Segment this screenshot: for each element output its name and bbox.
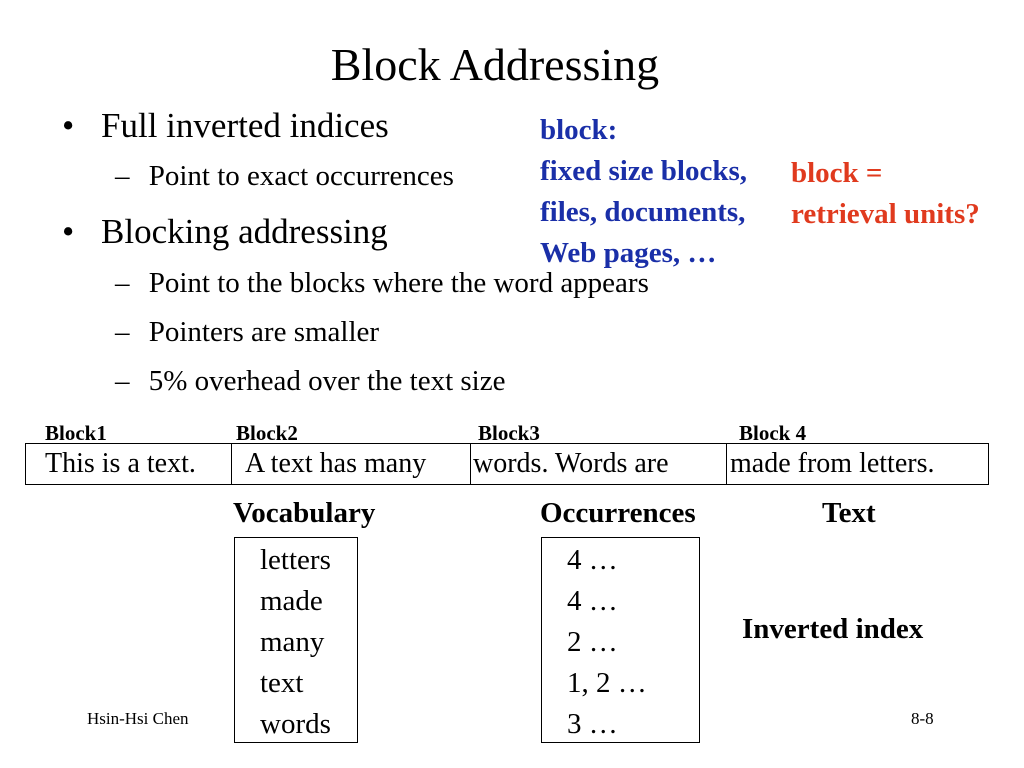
annotation-retrieval-units: retrieval units?	[791, 198, 980, 230]
dash-marker: –	[115, 160, 130, 192]
occurrence-item: 2 …	[567, 626, 618, 658]
bullet-marker: •	[62, 212, 75, 251]
subbullet-label: Pointers are smaller	[148, 316, 380, 348]
occurrences-box	[541, 537, 700, 743]
annotation-files-documents: files, documents,	[540, 196, 746, 228]
block-cell-2: A text has many	[231, 444, 470, 484]
dash-marker: –	[115, 365, 130, 397]
dash-marker: –	[115, 316, 130, 348]
vocabulary-item: words	[260, 708, 331, 740]
block-cell-3: words. Words are	[470, 444, 726, 484]
occurrence-item: 3 …	[567, 708, 618, 740]
occurrence-item: 1, 2 …	[567, 667, 647, 699]
bullet-label: Blocking addressing	[101, 212, 388, 251]
subbullet-label: Point to the blocks where the word appears	[148, 267, 649, 299]
vocabulary-heading: Vocabulary	[233, 497, 376, 529]
text-blocks-row	[25, 443, 989, 485]
vocabulary-item: text	[260, 667, 304, 699]
block-cell-4: made from letters.	[726, 444, 988, 484]
annotation-web-pages: Web pages, …	[540, 237, 717, 269]
block-label-2: Block2	[236, 421, 298, 445]
slide-title: Block Addressing	[330, 39, 660, 90]
vocabulary-item: letters	[260, 544, 331, 576]
dash-marker: –	[115, 267, 130, 299]
inverted-index-label: Inverted index	[742, 613, 924, 645]
footer-page-number: 8-8	[911, 709, 934, 728]
block-label-3: Block3	[478, 421, 540, 445]
subbullet-exact-occurrences	[115, 160, 454, 193]
subbullet-overhead	[115, 365, 505, 398]
bullet-marker: •	[62, 106, 75, 145]
occurrences-heading: Occurrences	[540, 497, 696, 529]
block-label-4: Block 4	[739, 421, 807, 445]
bullet-full-inverted	[62, 106, 389, 146]
annotation-fixed-size-blocks: fixed size blocks,	[540, 155, 748, 187]
subbullet-pointers-smaller	[115, 316, 379, 349]
bullet-label: Full inverted indices	[101, 106, 389, 145]
block-label-1: Block1	[45, 421, 107, 445]
footer-author: Hsin-Hsi Chen	[87, 709, 189, 728]
vocabulary-item: made	[260, 585, 323, 617]
bullet-blocking-addressing	[62, 212, 388, 252]
subbullet-point-to-blocks	[115, 267, 649, 300]
block-cell-1: This is a text.	[45, 448, 196, 479]
text-heading: Text	[822, 497, 876, 529]
occurrence-item: 4 …	[567, 585, 618, 617]
vocabulary-item: many	[260, 626, 325, 658]
vocabulary-box	[234, 537, 358, 743]
subbullet-label: Point to exact occurrences	[148, 160, 454, 192]
annotation-block-heading: block:	[540, 114, 618, 146]
subbullet-label: 5% overhead over the text size	[148, 365, 506, 397]
annotation-block-equals: block =	[791, 157, 883, 189]
occurrence-item: 4 …	[567, 544, 618, 576]
